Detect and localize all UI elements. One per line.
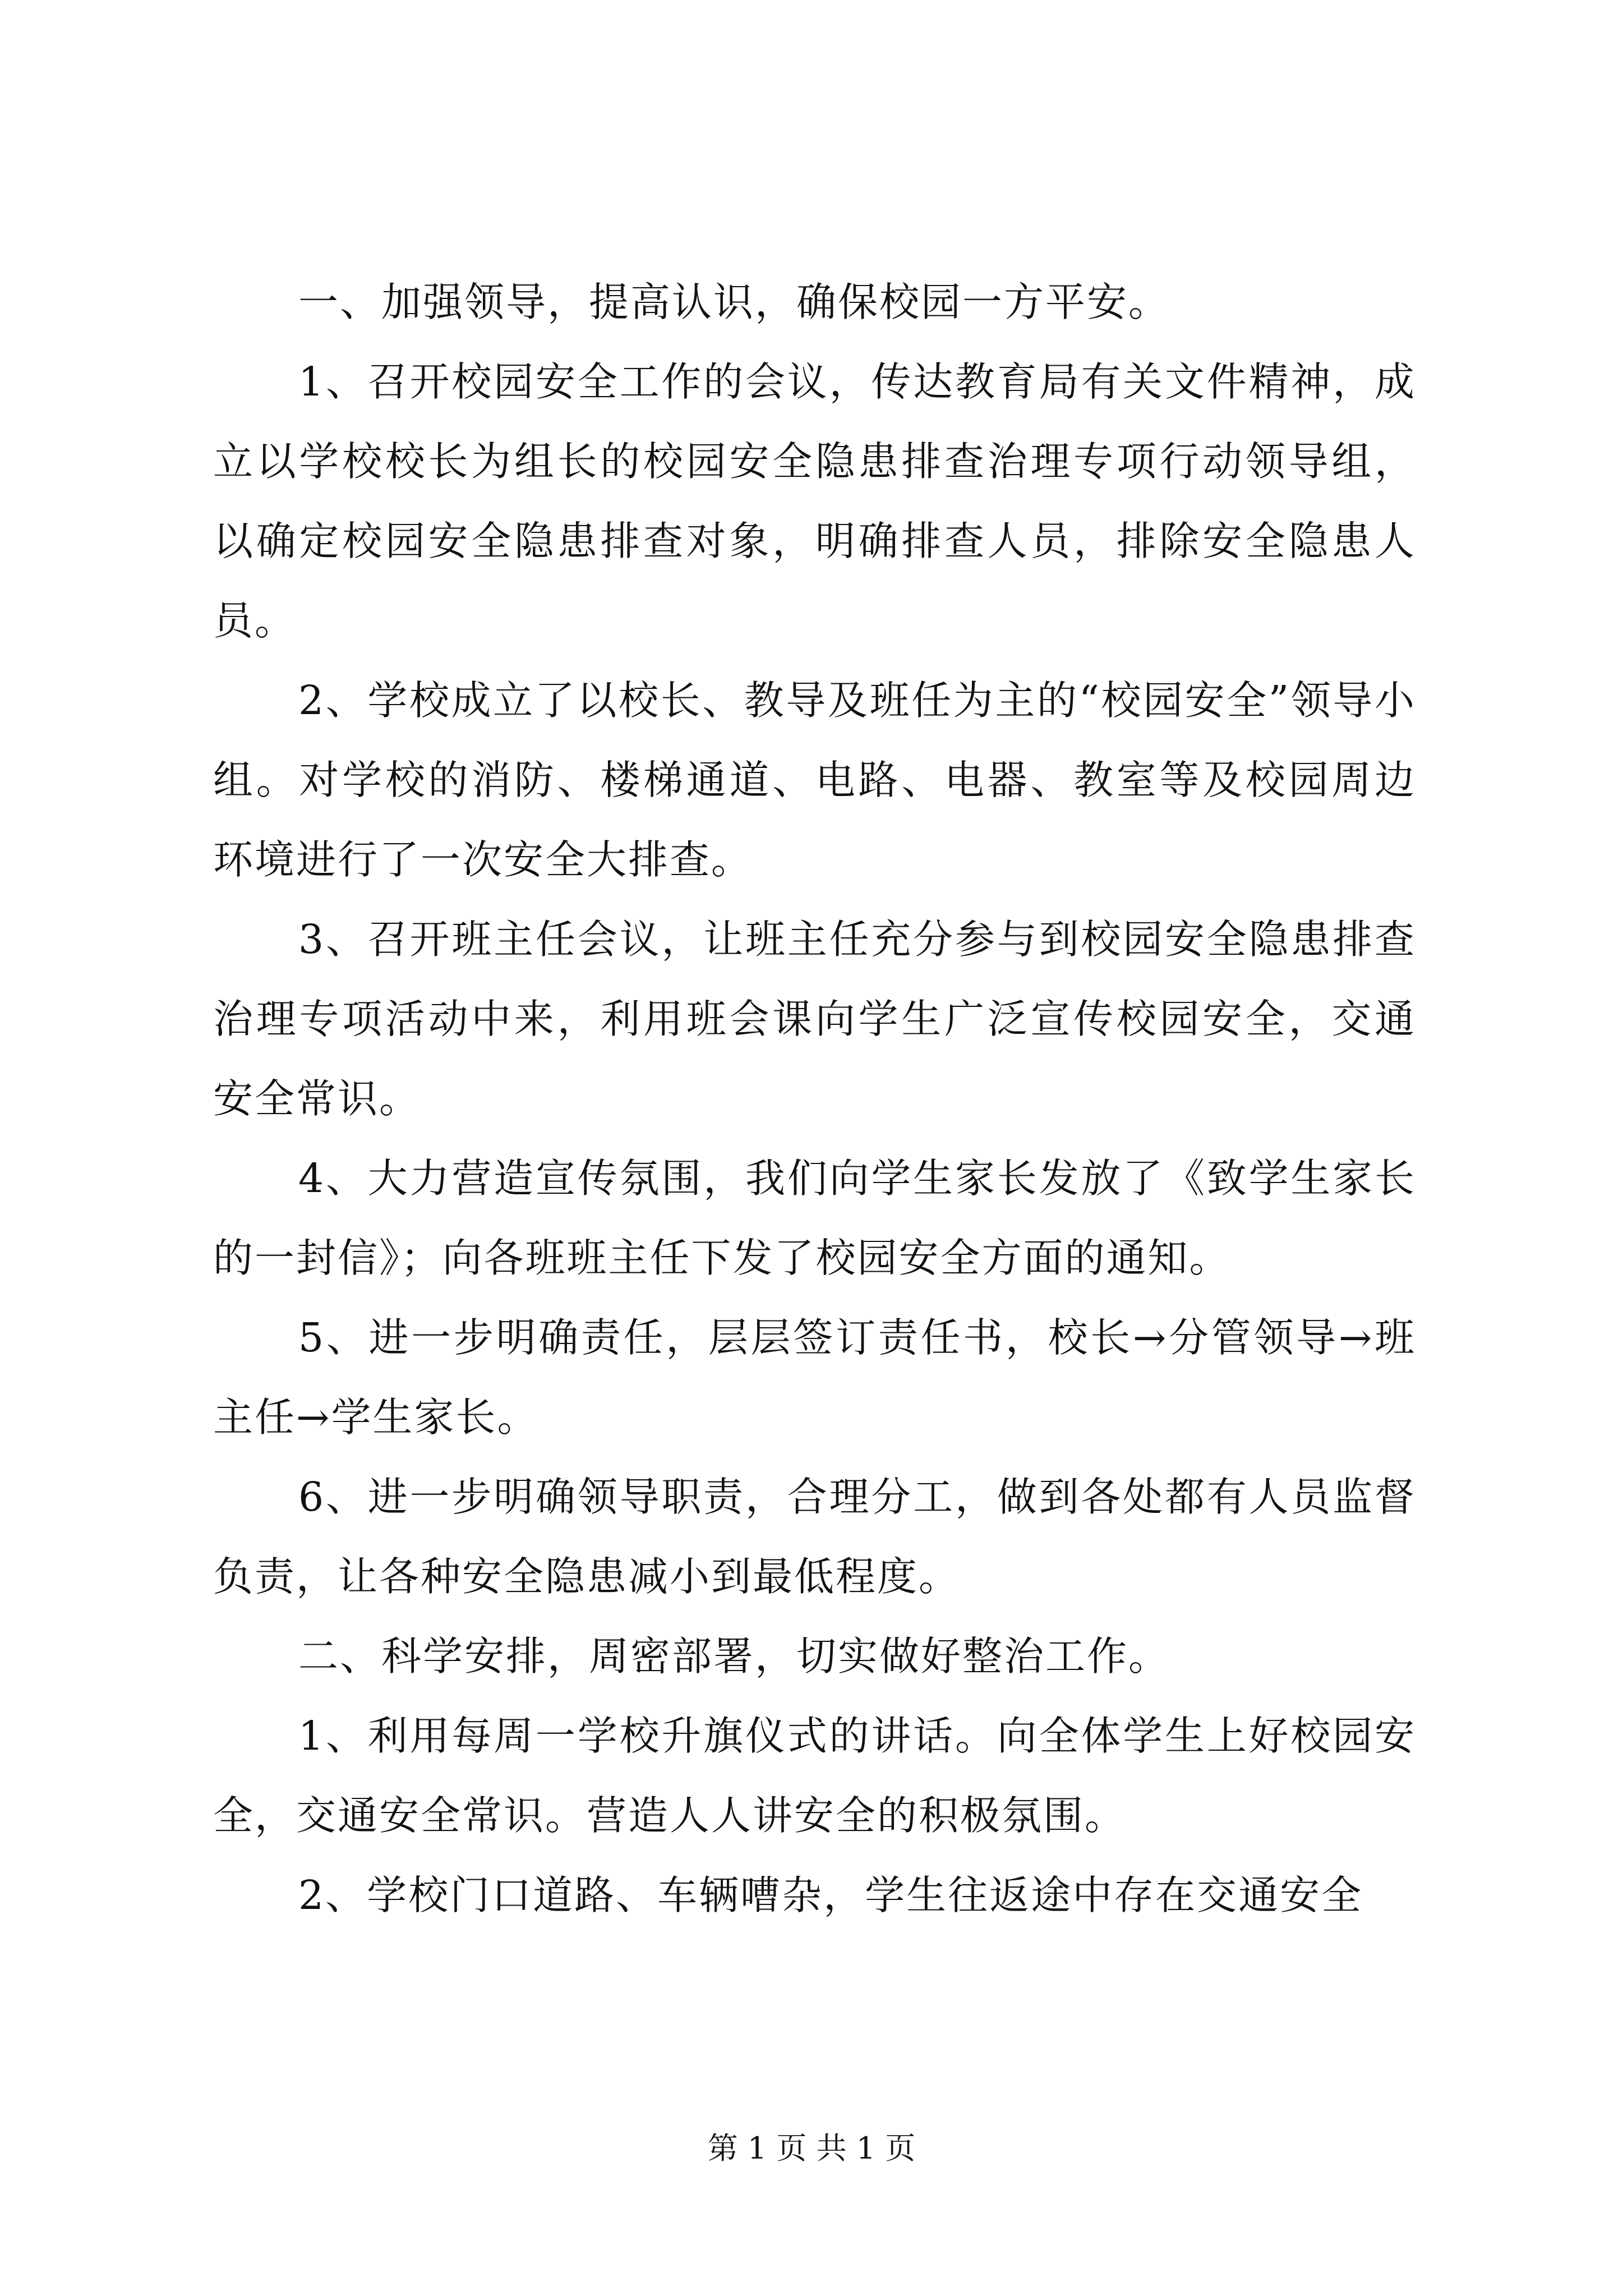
document-body (213, 263, 1416, 1935)
paragraph-1-1: 1、召开校园安全工作的会议，传达教育局有关文件精神，成立以学校校长为组长的校园安全隐患排查治理专项行动领导组，以确定校园安全隐患排查对象，明确排查人员，排除安全隐患人员。 (213, 358, 1416, 644)
paragraph-1-3: 3、召开班主任会议，让班主任充分参与到校园安全隐患排查治理专项活动中来，利用班会课向学生广泛宣传校园安全，交通安全常识。 (213, 916, 1416, 1122)
section-heading-2: 二、科学安排，周密部署，切实做好整治工作。 (298, 1633, 1170, 1680)
paragraph-1-4: 4、大力营造宣传氛围，我们向学生家长发放了《致学生家长的一封信》；向各班班主任下发了校园安全方面的通知。 (213, 1155, 1416, 1281)
section-heading-1: 一、加强领导，提高认识，确保校园一方平安。 (298, 279, 1170, 325)
paragraph-1-2: 2、学校成立了以校长、教导及班任为主的“校园安全”领导小组。对学校的消防、楼梯通道、电路、电器、教室等及校园周边环境进行了一次安全大排查。 (213, 677, 1416, 883)
paragraph-1-5: 5、进一步明确责任，层层签订责任书，校长→分管领导→班主任→学生家长。 (213, 1314, 1416, 1441)
page-footer (0, 2129, 1623, 2168)
paragraph-2-1: 1、利用每周一学校升旗仪式的讲话。向全体学生上好校园安全，交通安全常识。营造人人讲安全的积极氛围。 (213, 1713, 1416, 1839)
paragraph-2-2: 2、学校门口道路、车辆嘈杂，学生往返途中存在交通安全 (298, 1872, 1363, 1918)
page-number-label: 第 1 页 共 1 页 (707, 2131, 916, 2166)
paragraph-1-6: 6、进一步明确领导职责，合理分工，做到各处都有人员监督负责，让各种安全隐患减小到最低程度。 (213, 1474, 1416, 1600)
